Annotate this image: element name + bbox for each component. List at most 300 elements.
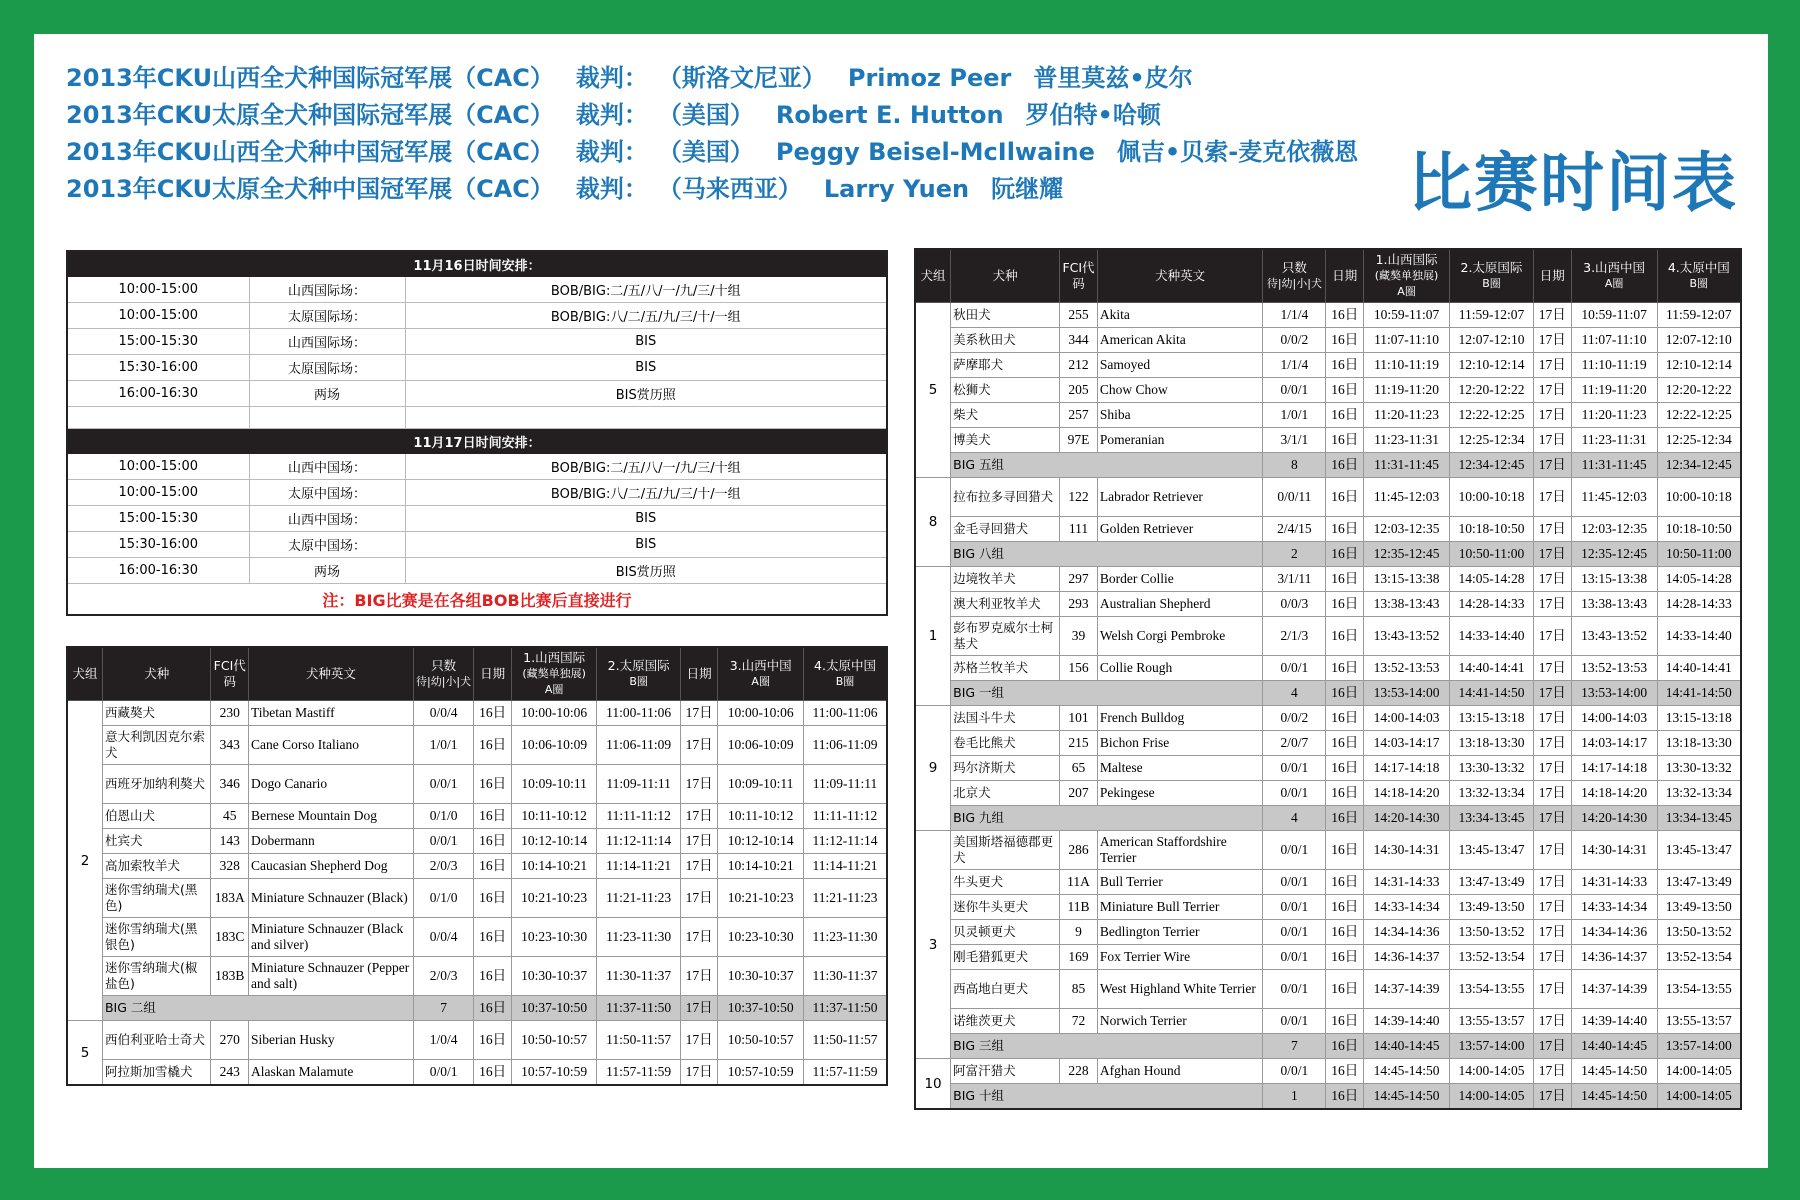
ring1-time: 12:35-12:45 [1364, 542, 1450, 567]
date-16: 16日 [1326, 731, 1364, 756]
ring1-time: 13:53-14:00 [1364, 681, 1450, 706]
fci-code: 101 [1060, 706, 1098, 731]
breed-name-cn: 法国斗牛犬 [951, 706, 1060, 731]
breed-name-cn: 美系秋田犬 [951, 328, 1060, 353]
breed-row [915, 303, 1741, 328]
ring2-time: 14:41-14:50 [1450, 681, 1534, 706]
column-header-breed [951, 249, 1060, 303]
ring1-time: 11:23-11:31 [1364, 428, 1450, 453]
column-header-date2 [1533, 249, 1571, 303]
breed-name-en: Miniature Schnauzer (Black) [249, 879, 414, 918]
column-header-text: 3.山西中国 [729, 658, 792, 673]
breed-name-cn: 牛头更犬 [951, 870, 1060, 895]
breed-row [67, 1021, 887, 1060]
date-16: 16日 [1326, 453, 1364, 478]
date-17: 17日 [1533, 403, 1571, 428]
breed-name-en: Norwich Terrier [1097, 1009, 1263, 1034]
schedule-day-title: 11月17日时间安排： [67, 429, 887, 454]
date-16: 16日 [1326, 478, 1364, 517]
fci-code: 183C [211, 918, 249, 957]
group-number: 9 [915, 706, 951, 831]
ring2-time: 12:34-12:45 [1450, 453, 1534, 478]
fci-code: 72 [1060, 1009, 1098, 1034]
ring4-time: 12:10-12:14 [1657, 353, 1741, 378]
spacer-cell [249, 407, 405, 429]
ring2-time: 12:25-12:34 [1450, 428, 1534, 453]
ring3-time: 10:00-10:06 [718, 701, 804, 726]
date-16: 16日 [474, 765, 512, 804]
schedule-time: 16:00-16:30 [67, 558, 249, 584]
schedule-time: 10:00-15:00 [67, 303, 249, 329]
date-17: 17日 [1533, 1059, 1571, 1084]
ring2-time: 11:12-11:14 [597, 829, 680, 854]
schedule-time: 15:30-16:00 [67, 355, 249, 381]
ring4-time: 13:49-13:50 [1657, 895, 1741, 920]
breed-row [915, 1009, 1741, 1034]
fci-code: 344 [1060, 328, 1098, 353]
entry-count: 0/0/1 [1263, 781, 1326, 806]
judge-name-cn: 阮继耀 [991, 175, 1064, 203]
column-header-group [67, 647, 102, 701]
breed-name-cn: 北京犬 [951, 781, 1060, 806]
breed-name-en: Border Collie [1097, 567, 1263, 592]
entry-count: 0/0/1 [1263, 831, 1326, 870]
fci-code: 85 [1060, 970, 1098, 1009]
ring2-time: 11:09-11:11 [597, 765, 680, 804]
date-16: 16日 [1326, 403, 1364, 428]
fci-code: 270 [211, 1021, 249, 1060]
ring4-time: 14:33-14:40 [1657, 617, 1741, 656]
entry-count: 1/1/4 [1263, 353, 1326, 378]
ring1-time: 11:07-11:10 [1364, 328, 1450, 353]
poster-sheet [34, 34, 1768, 1168]
ring1-time: 14:36-14:37 [1364, 945, 1450, 970]
ring1-time: 14:34-14:36 [1364, 920, 1450, 945]
column-header-text: (藏獒单独展) [1374, 269, 1439, 282]
column-header-fci [211, 647, 249, 701]
date-16: 16日 [474, 1060, 512, 1086]
date-16: 16日 [474, 957, 512, 996]
column-header-ring4 [803, 647, 887, 701]
breed-row [915, 945, 1741, 970]
judge-name-cn: 普里莫兹•皮尔 [1033, 64, 1193, 92]
schedule-note-row [67, 584, 887, 616]
fci-code: 230 [211, 701, 249, 726]
big-count: 7 [413, 996, 474, 1021]
fci-code: 212 [1060, 353, 1098, 378]
fci-code: 207 [1060, 781, 1098, 806]
breed-row [915, 378, 1741, 403]
breed-name-cn: 伯恩山犬 [102, 804, 210, 829]
date-17: 17日 [1533, 453, 1571, 478]
schedule-row [67, 381, 887, 407]
date-16: 16日 [1326, 592, 1364, 617]
fci-code: 156 [1060, 656, 1098, 681]
entry-count: 3/1/11 [1263, 567, 1326, 592]
entry-count: 3/1/1 [1263, 428, 1326, 453]
big-label: BIG 五组 [951, 453, 1263, 478]
ring4-time: 11:37-11:50 [803, 996, 887, 1021]
column-header-text: 犬组 [920, 268, 946, 283]
big-label: BIG 九组 [951, 806, 1263, 831]
date-17: 17日 [680, 918, 718, 957]
date-17: 17日 [1533, 945, 1571, 970]
column-header-count [413, 647, 474, 701]
group-number: 3 [915, 831, 951, 1059]
ring4-time: 11:50-11:57 [803, 1021, 887, 1060]
date-17: 17日 [1533, 1084, 1571, 1110]
entry-count: 0/0/4 [413, 918, 474, 957]
ring4-time: 11:06-11:09 [803, 726, 887, 765]
breed-name-cn: 卷毛比熊犬 [951, 731, 1060, 756]
breed-row [915, 895, 1741, 920]
date-17: 17日 [1533, 428, 1571, 453]
judge-country: （马来西亚） [669, 175, 802, 203]
schedule-row [67, 532, 887, 558]
breed-name-cn: 拉布拉多寻回猎犬 [951, 478, 1060, 517]
breed-row [67, 1060, 887, 1086]
judge-name-cn: 佩吉•贝索-麦克依薇恩 [1116, 138, 1359, 166]
ring3-time: 10:06-10:09 [718, 726, 804, 765]
date-16: 16日 [1326, 781, 1364, 806]
entry-count: 0/0/1 [413, 1060, 474, 1086]
breed-name-en: Dobermann [249, 829, 414, 854]
fci-code: 122 [1060, 478, 1098, 517]
breed-name-en: Collie Rough [1097, 656, 1263, 681]
date-16: 16日 [1326, 303, 1364, 328]
breed-name-cn: 美国斯塔福德郡更犬 [951, 831, 1060, 870]
show-header-line [66, 97, 1380, 134]
ring4-time: 14:40-14:41 [1657, 656, 1741, 681]
ring4-time: 13:45-13:47 [1657, 831, 1741, 870]
breed-row [67, 957, 887, 996]
ring4-time: 13:50-13:52 [1657, 920, 1741, 945]
group-number: 1 [915, 567, 951, 706]
fci-code: 343 [211, 726, 249, 765]
ring4-time: 13:18-13:30 [1657, 731, 1741, 756]
ring4-time: 10:18-10:50 [1657, 517, 1741, 542]
ring1-time: 10:00-10:06 [511, 701, 597, 726]
ring4-time: 11:09-11:11 [803, 765, 887, 804]
show-title: 2013年CKU太原全犬种国际冠军展（CAC） [66, 101, 554, 129]
column-header-text: B圈 [835, 675, 855, 688]
ring2-time: 13:45-13:47 [1450, 831, 1534, 870]
column-header-text: 4.太原中国 [1667, 260, 1730, 275]
judge-label: 裁判： [575, 101, 648, 129]
entry-count: 0/1/0 [413, 804, 474, 829]
entry-count: 2/0/3 [413, 957, 474, 996]
ring2-time: 14:00-14:05 [1450, 1059, 1534, 1084]
ring3-time: 14:18-14:20 [1571, 781, 1657, 806]
fci-code: 257 [1060, 403, 1098, 428]
date-16: 16日 [1326, 353, 1364, 378]
ring2-time: 11:50-11:57 [597, 1021, 680, 1060]
entry-count: 0/0/1 [413, 765, 474, 804]
entry-count: 0/0/1 [1263, 756, 1326, 781]
ring2-time: 11:06-11:09 [597, 726, 680, 765]
schedule-venue: 太原中国场： [249, 532, 405, 558]
big-row [915, 1034, 1741, 1059]
ring3-time: 11:10-11:19 [1571, 353, 1657, 378]
column-header-text: 只数 [431, 658, 457, 673]
big-count: 1 [1263, 1084, 1326, 1110]
column-header-breed_en [249, 647, 414, 701]
date-17: 17日 [680, 804, 718, 829]
ring2-time: 11:14-11:21 [597, 854, 680, 879]
breed-row [915, 920, 1741, 945]
ring1-time: 12:03-12:35 [1364, 517, 1450, 542]
breed-row [67, 765, 887, 804]
ring1-time: 13:15-13:38 [1364, 567, 1450, 592]
date-16: 16日 [1326, 428, 1364, 453]
ring1-time: 14:45-14:50 [1364, 1084, 1450, 1110]
breed-row [915, 656, 1741, 681]
ring4-time: 13:15-13:18 [1657, 706, 1741, 731]
big-row [915, 453, 1741, 478]
big-row [915, 542, 1741, 567]
ring4-time: 13:55-13:57 [1657, 1009, 1741, 1034]
ring4-time: 14:00-14:05 [1657, 1084, 1741, 1110]
ring1-time: 14:00-14:03 [1364, 706, 1450, 731]
entry-count: 2/0/3 [413, 854, 474, 879]
breed-name-en: Shiba [1097, 403, 1263, 428]
column-header-fci [1060, 249, 1098, 303]
ring2-time: 12:07-12:10 [1450, 328, 1534, 353]
entry-count: 0/0/11 [1263, 478, 1326, 517]
date-17: 17日 [1533, 920, 1571, 945]
date-16: 16日 [474, 829, 512, 854]
breed-name-cn: 柴犬 [951, 403, 1060, 428]
breed-name-cn: 秋田犬 [951, 303, 1060, 328]
ring3-time: 14:30-14:31 [1571, 831, 1657, 870]
ring2-time: 13:32-13:34 [1450, 781, 1534, 806]
column-header-text: 犬种 [144, 666, 170, 681]
breed-row [67, 918, 887, 957]
fci-code: 11A [1060, 870, 1098, 895]
breed-name-cn: 贝灵顿更犬 [951, 920, 1060, 945]
date-16: 16日 [1326, 656, 1364, 681]
date-16: 16日 [1326, 806, 1364, 831]
ring2-time: 13:50-13:52 [1450, 920, 1534, 945]
ring1-time: 10:12-10:14 [511, 829, 597, 854]
fci-code: 143 [211, 829, 249, 854]
ring4-time: 12:07-12:10 [1657, 328, 1741, 353]
schedule-day-header [67, 251, 887, 277]
date-16: 16日 [474, 726, 512, 765]
breed-row [915, 403, 1741, 428]
date-17: 17日 [1533, 731, 1571, 756]
ring1-time: 10:23-10:30 [511, 918, 597, 957]
breed-row [915, 428, 1741, 453]
big-label: BIG 十组 [951, 1084, 1263, 1110]
breed-row [915, 706, 1741, 731]
breed-name-cn: 高加索牧羊犬 [102, 854, 210, 879]
date-17: 17日 [1533, 806, 1571, 831]
date-17: 17日 [1533, 378, 1571, 403]
entry-count: 1/1/4 [1263, 303, 1326, 328]
ring1-time: 13:52-13:53 [1364, 656, 1450, 681]
ring4-time: 11:23-11:30 [803, 918, 887, 957]
ring3-time: 14:45-14:50 [1571, 1059, 1657, 1084]
breed-name-en: Alaskan Malamute [249, 1060, 414, 1086]
fci-code: 205 [1060, 378, 1098, 403]
schedule-time: 10:00-15:00 [67, 480, 249, 506]
date-16: 16日 [1326, 567, 1364, 592]
breed-row [67, 804, 887, 829]
ring4-time: 13:54-13:55 [1657, 970, 1741, 1009]
fci-code: 328 [211, 854, 249, 879]
ring3-time: 14:20-14:30 [1571, 806, 1657, 831]
judge-country: （斯洛文尼亚） [669, 64, 826, 92]
date-17: 17日 [1533, 328, 1571, 353]
date-17: 17日 [680, 996, 718, 1021]
entry-count: 0/0/1 [1263, 656, 1326, 681]
ring1-time: 14:37-14:39 [1364, 970, 1450, 1009]
column-header-date [474, 647, 512, 701]
ring1-time: 10:11-10:12 [511, 804, 597, 829]
date-16: 16日 [474, 804, 512, 829]
breed-name-en: Chow Chow [1097, 378, 1263, 403]
show-title: 2013年CKU太原全犬种中国冠军展（CAC） [66, 175, 554, 203]
date-16: 16日 [1326, 706, 1364, 731]
date-17: 17日 [1533, 1009, 1571, 1034]
breed-name-en: Miniature Schnauzer (Black and silver) [249, 918, 414, 957]
ring2-time: 14:28-14:33 [1450, 592, 1534, 617]
fci-code: 65 [1060, 756, 1098, 781]
entry-count: 0/0/2 [1263, 328, 1326, 353]
ring3-time: 14:00-14:03 [1571, 706, 1657, 731]
breed-name-en: Pomeranian [1097, 428, 1263, 453]
ring4-time: 13:30-13:32 [1657, 756, 1741, 781]
date-17: 17日 [1533, 478, 1571, 517]
schedule-row [67, 506, 887, 532]
column-header-ring3 [718, 647, 804, 701]
breed-name-en: American Staffordshire Terrier [1097, 831, 1263, 870]
ring3-time: 10:14-10:21 [718, 854, 804, 879]
ring4-time: 13:47-13:49 [1657, 870, 1741, 895]
ring4-time: 14:00-14:05 [1657, 1059, 1741, 1084]
ring3-time: 10:50-10:57 [718, 1021, 804, 1060]
column-header-ring4 [1657, 249, 1741, 303]
breed-name-en: Caucasian Shepherd Dog [249, 854, 414, 879]
schedule-row [67, 558, 887, 584]
schedule-venue: 太原国际场： [249, 355, 405, 381]
big-label: BIG 二组 [102, 996, 413, 1021]
date-17: 17日 [1533, 617, 1571, 656]
ring2-time: 14:05-14:28 [1450, 567, 1534, 592]
breed-name-cn: 西班牙加纳利獒犬 [102, 765, 210, 804]
entry-count: 0/0/1 [413, 829, 474, 854]
date-16: 16日 [1326, 870, 1364, 895]
column-header-text: FCI代码 [1062, 260, 1095, 291]
table-header-row [915, 249, 1741, 303]
date-17: 17日 [1533, 781, 1571, 806]
schedule-event: BIS赏历照 [405, 558, 887, 584]
date-16: 16日 [1326, 681, 1364, 706]
breed-row [915, 353, 1741, 378]
breed-name-cn: 阿富汗猎犬 [951, 1059, 1060, 1084]
judge-label: 裁判： [575, 175, 648, 203]
ring2-time: 13:47-13:49 [1450, 870, 1534, 895]
column-header-text: (藏獒单独展) [522, 667, 586, 680]
ring2-time: 12:10-12:14 [1450, 353, 1534, 378]
big-row [915, 1084, 1741, 1110]
ring2-time: 10:18-10:50 [1450, 517, 1534, 542]
breed-name-en: Akita [1097, 303, 1263, 328]
schedule-day-header [67, 429, 887, 454]
date-16: 16日 [1326, 1034, 1364, 1059]
date-17: 17日 [1533, 303, 1571, 328]
ring4-time: 11:14-11:21 [803, 854, 887, 879]
column-header-text: 2.太原国际 [607, 658, 670, 673]
ring3-time: 10:09-10:11 [718, 765, 804, 804]
date-16: 16日 [474, 854, 512, 879]
schedule-row [67, 303, 887, 329]
breed-name-cn: 西伯利亚哈士奇犬 [102, 1021, 210, 1060]
ring4-time: 11:12-11:14 [803, 829, 887, 854]
date-16: 16日 [474, 918, 512, 957]
column-header-text: 犬种英文 [305, 666, 356, 681]
ring1-time: 13:43-13:52 [1364, 617, 1450, 656]
fci-code: 9 [1060, 920, 1098, 945]
ring3-time: 13:38-13:43 [1571, 592, 1657, 617]
breed-name-cn: 澳大利亚牧羊犬 [951, 592, 1060, 617]
column-header-text: A圈 [544, 683, 564, 696]
ring4-time: 13:32-13:34 [1657, 781, 1741, 806]
ring1-time: 10:37-10:50 [511, 996, 597, 1021]
big-count: 8 [1263, 453, 1326, 478]
breed-name-en: Bedlington Terrier [1097, 920, 1263, 945]
date-17: 17日 [1533, 831, 1571, 870]
breed-row [67, 726, 887, 765]
schedule-venue: 两场 [249, 558, 405, 584]
ring3-time: 14:31-14:33 [1571, 870, 1657, 895]
ring4-time: 13:52-13:54 [1657, 945, 1741, 970]
date-16: 16日 [474, 996, 512, 1021]
judge-name-en: Primoz Peer [847, 64, 1012, 92]
date-17: 17日 [680, 854, 718, 879]
date-17: 17日 [1533, 1034, 1571, 1059]
ring3-time: 11:31-11:45 [1571, 453, 1657, 478]
breed-name-en: Bull Terrier [1097, 870, 1263, 895]
breed-row [915, 328, 1741, 353]
ring2-time: 13:15-13:18 [1450, 706, 1534, 731]
breed-name-cn: 诺维茨更犬 [951, 1009, 1060, 1034]
breed-name-cn: 萨摩耶犬 [951, 353, 1060, 378]
column-header-text: B圈 [629, 675, 648, 688]
schedule-event: BIS [405, 532, 887, 558]
ring1-time: 14:20-14:30 [1364, 806, 1450, 831]
ring1-time: 10:30-10:37 [511, 957, 597, 996]
ring3-time: 13:53-14:00 [1571, 681, 1657, 706]
ring4-time: 13:34-13:45 [1657, 806, 1741, 831]
ring1-time: 14:03-14:17 [1364, 731, 1450, 756]
breed-name-en: Maltese [1097, 756, 1263, 781]
ring2-time: 13:34-13:45 [1450, 806, 1534, 831]
ring3-time: 10:59-11:07 [1571, 303, 1657, 328]
date-17: 17日 [680, 829, 718, 854]
big-label: BIG 一组 [951, 681, 1263, 706]
breed-schedule-table-right [914, 248, 1742, 1110]
date-16: 16日 [1326, 617, 1364, 656]
fci-code: 183A [211, 879, 249, 918]
ring3-time: 14:39-14:40 [1571, 1009, 1657, 1034]
breed-name-en: Afghan Hound [1097, 1059, 1263, 1084]
fci-code: 297 [1060, 567, 1098, 592]
date-17: 17日 [680, 879, 718, 918]
ring3-time: 10:37-10:50 [718, 996, 804, 1021]
schedule-time: 16:00-16:30 [67, 381, 249, 407]
